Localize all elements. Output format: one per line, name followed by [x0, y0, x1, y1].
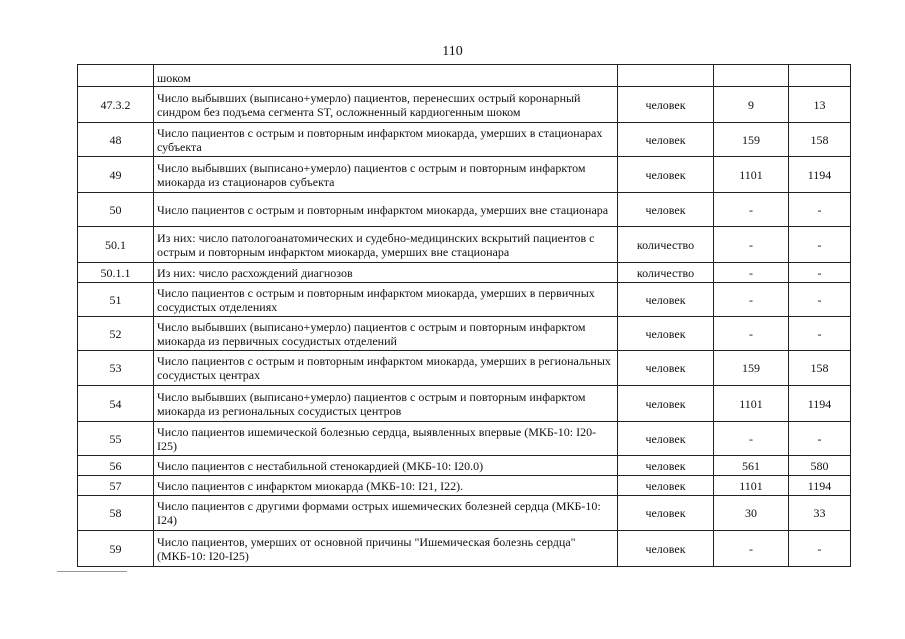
row-description: Число пациентов с инфарктом миокарда (МКБ-10: I21, I22). [154, 476, 618, 496]
row-unit: человек [618, 317, 714, 351]
table-row [78, 422, 851, 456]
row-value-2: - [789, 317, 851, 351]
row-value-1: 159 [714, 123, 789, 157]
table-row [78, 386, 851, 422]
table-row [78, 263, 851, 283]
row-value-1: 1101 [714, 476, 789, 496]
row-unit: человек [618, 123, 714, 157]
row-number: 47.3.2 [78, 87, 154, 123]
indicator-table [77, 64, 851, 567]
scan-artifact-line [57, 571, 127, 572]
row-unit: человек [618, 87, 714, 123]
row-unit [618, 65, 714, 87]
row-value-1: - [714, 193, 789, 227]
row-number: 53 [78, 351, 154, 386]
table-row [78, 476, 851, 496]
table-row [78, 456, 851, 476]
row-description: Число пациентов с нестабильной стенокардией (МКБ-10: I20.0) [154, 456, 618, 476]
row-number: 55 [78, 422, 154, 456]
row-value-2: 580 [789, 456, 851, 476]
row-unit: человек [618, 422, 714, 456]
row-unit: человек [618, 283, 714, 317]
row-value-1: 1101 [714, 157, 789, 193]
row-value-1: 1101 [714, 386, 789, 422]
row-number: 56 [78, 456, 154, 476]
row-unit: человек [618, 193, 714, 227]
row-value-2: - [789, 227, 851, 263]
row-description: Число пациентов, умерших от основной причины "Ишемическая болезнь сердца" (МКБ-10: I20-I25) [154, 531, 618, 567]
row-description: Число пациентов ишемической болезнью сердца, выявленных впервые (МКБ-10: I20-I25) [154, 422, 618, 456]
table-row [78, 283, 851, 317]
row-value-2: - [789, 193, 851, 227]
row-description: Число выбывших (выписано+умерло) пациентов с острым и повторным инфарктом миокарда из региональных сосудистых центров [154, 386, 618, 422]
row-number [78, 65, 154, 87]
table-row [78, 351, 851, 386]
row-value-2: 158 [789, 123, 851, 157]
row-value-1: - [714, 263, 789, 283]
row-description: Число пациентов с острым и повторным инфарктом миокарда, умерших вне стационара [154, 193, 618, 227]
table-row [78, 157, 851, 193]
table-row [78, 193, 851, 227]
row-value-1 [714, 65, 789, 87]
row-number: 58 [78, 496, 154, 531]
row-value-1: 159 [714, 351, 789, 386]
row-number: 51 [78, 283, 154, 317]
table-row [78, 531, 851, 567]
table-row [78, 227, 851, 263]
row-value-2 [789, 65, 851, 87]
table-row [78, 87, 851, 123]
row-description: Число выбывших (выписано+умерло) пациентов с острым и повторным инфарктом миокарда из стационаров субъекта [154, 157, 618, 193]
row-value-2: 33 [789, 496, 851, 531]
row-unit: человек [618, 496, 714, 531]
page-number: 110 [442, 44, 463, 59]
row-value-1: 30 [714, 496, 789, 531]
row-number: 48 [78, 123, 154, 157]
row-unit: человек [618, 386, 714, 422]
table-row [78, 123, 851, 157]
row-value-2: - [789, 283, 851, 317]
row-unit: человек [618, 456, 714, 476]
row-description: шоком [154, 65, 618, 87]
row-value-2: - [789, 531, 851, 567]
row-value-2: 1194 [789, 157, 851, 193]
row-value-2: 13 [789, 87, 851, 123]
row-unit: количество [618, 227, 714, 263]
row-description: Число пациентов с острым и повторным инфарктом миокарда, умерших в первичных сосудистых отделениях [154, 283, 618, 317]
row-unit: человек [618, 157, 714, 193]
row-description: Число пациентов с острым и повторным инфарктом миокарда, умерших в региональных сосудистых центрах [154, 351, 618, 386]
row-unit: человек [618, 476, 714, 496]
row-value-1: - [714, 317, 789, 351]
row-value-1: 9 [714, 87, 789, 123]
row-description: Число пациентов с острым и повторным инфарктом миокарда, умерших в стационарах субъекта [154, 123, 618, 157]
row-value-1: - [714, 422, 789, 456]
row-unit: количество [618, 263, 714, 283]
row-value-2: 1194 [789, 476, 851, 496]
row-unit: человек [618, 351, 714, 386]
table-row [78, 496, 851, 531]
row-description: Число выбывших (выписано+умерло) пациентов, перенесших острый коронарный синдром без подъема сегмента ST, осложненный кардиогенным шоком [154, 87, 618, 123]
row-value-1: - [714, 283, 789, 317]
row-value-2: - [789, 422, 851, 456]
table-row [78, 65, 851, 87]
row-number: 50 [78, 193, 154, 227]
row-unit: человек [618, 531, 714, 567]
row-number: 54 [78, 386, 154, 422]
row-number: 50.1 [78, 227, 154, 263]
row-number: 49 [78, 157, 154, 193]
row-description: Число пациентов с другими формами острых ишемических болезней сердца (МКБ-10: I24) [154, 496, 618, 531]
row-value-2: 1194 [789, 386, 851, 422]
row-number: 52 [78, 317, 154, 351]
row-value-1: - [714, 531, 789, 567]
row-number: 50.1.1 [78, 263, 154, 283]
row-number: 57 [78, 476, 154, 496]
row-value-2: - [789, 263, 851, 283]
row-value-1: - [714, 227, 789, 263]
row-value-2: 158 [789, 351, 851, 386]
row-description: Из них: число расхождений диагнозов [154, 263, 618, 283]
row-description: Из них: число патологоанатомических и судебно-медицинских вскрытий пациентов с острым и повторным инфарктом миокарда, умерших вне стационара [154, 227, 618, 263]
row-number: 59 [78, 531, 154, 567]
row-description: Число выбывших (выписано+умерло) пациентов с острым и повторным инфарктом миокарда из первичных сосудистых отделений [154, 317, 618, 351]
table-row [78, 317, 851, 351]
row-value-1: 561 [714, 456, 789, 476]
